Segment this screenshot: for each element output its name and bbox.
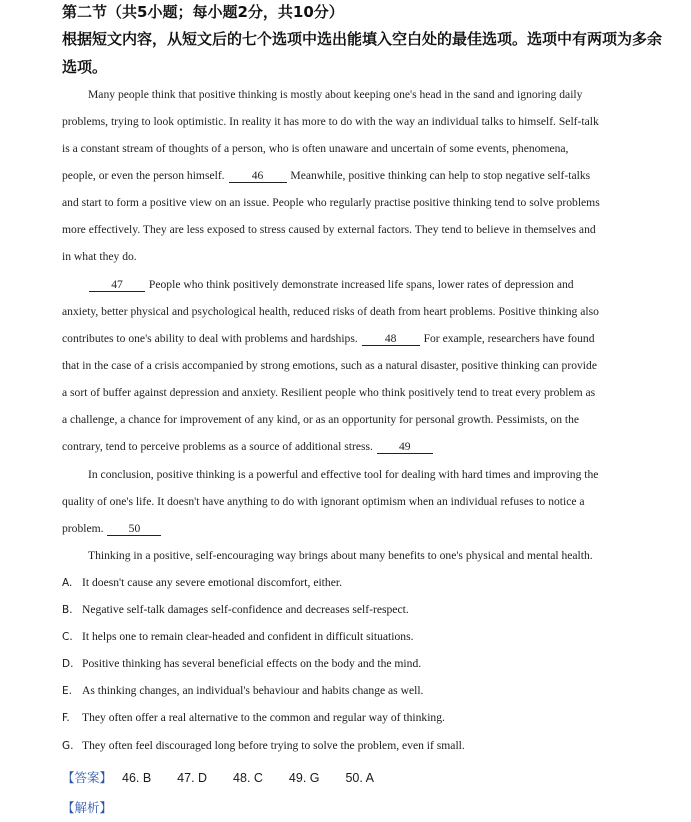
option-text: They often offer a real alternative to the common and regular way of thinking. <box>82 711 445 724</box>
passage-line: Thinking in a positive, self-encouraging way brings about many benefits to one's physical and mental health. <box>88 549 593 562</box>
blank-47: 47 <box>89 278 145 292</box>
answer-item: 48. C <box>233 771 263 785</box>
passage-line: anxiety, better physical and psychological health, reduced risks of death from heart problems. Positive thinking also <box>62 305 599 318</box>
answer-item: 47. D <box>177 771 208 785</box>
answer-label: 【答案】 <box>62 770 113 785</box>
passage-line: in what they do. <box>62 250 137 263</box>
answer-item: 46. B <box>122 771 152 785</box>
option-text: Negative self-talk damages self-confidence and decreases self-respect. <box>82 603 409 616</box>
blank-46: 46 <box>229 169 287 183</box>
option-f <box>62 709 445 727</box>
passage-text: contributes to one's ability to deal with problems and hardships. <box>62 332 358 345</box>
option-letter: G. <box>62 740 74 752</box>
answer-line <box>62 768 396 786</box>
option-letter: D. <box>62 658 74 670</box>
passage-line: Many people think that positive thinking is mostly about keeping one's head in the sand and ignoring daily <box>88 88 583 101</box>
option-a <box>62 574 342 592</box>
passage-line: a challenge, a chance for improvement of any kind, or as an opportunity for personal growth. Pessimists, on the <box>62 413 580 426</box>
passage-text: people, or even the person himself. <box>62 169 225 182</box>
option-text: Positive thinking has several beneficial effects on the body and the mind. <box>82 657 422 670</box>
passage-line <box>62 167 590 185</box>
option-d <box>62 655 421 673</box>
option-letter: A. <box>62 577 73 589</box>
passage-line: quality of one's life. It doesn't have anything to do with ignorant optimism when an individual refuses to notice a <box>62 495 585 508</box>
blank-49: 49 <box>377 440 433 454</box>
passage-line: and start to form a positive view on an issue. People who regularly practise positive thinking tend to solve problems <box>62 196 600 209</box>
instruction-line-2: 选项。 <box>62 58 108 76</box>
passage-line <box>62 520 162 538</box>
passage-line: a sort of buffer against depression and anxiety. Resilient people who think positively tend to treat every problem as <box>62 386 596 399</box>
passage-text: contrary, tend to perceive problems as a source of additional stress. <box>62 440 373 453</box>
option-text: It doesn't cause any severe emotional discomfort, either. <box>82 576 342 589</box>
passage-line <box>88 276 574 294</box>
passage-line: problems, trying to look optimistic. In reality it has more to do with the way an individual talks to himself. Self-talk <box>62 115 599 128</box>
option-letter: E. <box>62 685 72 697</box>
instruction-line-1: 根据短文内容，从短文后的七个选项中选出能填入空白处的最佳选项。选项中有两项为多余 <box>62 30 663 48</box>
blank-48: 48 <box>362 332 420 346</box>
option-text: As thinking changes, an individual's behaviour and habits change as well. <box>82 684 424 697</box>
passage-line <box>62 330 595 348</box>
passage-text: For example, researchers have found <box>423 332 595 345</box>
option-letter: B. <box>62 604 73 616</box>
passage-line: more effectively. They are less exposed to stress caused by external factors. They tend to believe in themselves and <box>62 223 596 236</box>
passage-line: In conclusion, positive thinking is a powerful and effective tool for dealing with hard times and improving the <box>88 468 599 481</box>
blank-50: 50 <box>107 522 161 536</box>
passage-text: People who think positively demonstrate increased life spans, lower rates of depression and <box>148 278 574 291</box>
option-letter: F. <box>62 712 70 724</box>
passage-line: is a constant stream of thoughts of a person, who is often unaware and uncertain of some events, phenomena, <box>62 142 569 155</box>
analysis-label: 【解析】 <box>62 800 113 815</box>
option-b <box>62 601 409 619</box>
option-g <box>62 737 465 755</box>
option-e <box>62 682 423 700</box>
option-c <box>62 628 413 646</box>
passage-line: that in the case of a crisis accompanied by strong emotions, such as a natural disaster, positive thinking can provide <box>62 359 597 372</box>
option-letter: C. <box>62 631 73 643</box>
passage-line <box>62 438 434 456</box>
option-text: It helps one to remain clear-headed and confident in difficult situations. <box>82 630 414 643</box>
section-title: 第二节（共5小题；每小题2分，共10分） <box>62 3 344 21</box>
option-text: They often feel discouraged long before trying to solve the problem, even if small. <box>82 739 465 752</box>
passage-text: Meanwhile, positive thinking can help to stop negative self-talks <box>290 169 591 182</box>
answer-item: 50. A <box>345 771 374 785</box>
passage-text: problem. <box>62 522 104 535</box>
answer-item: 49. G <box>288 771 320 785</box>
